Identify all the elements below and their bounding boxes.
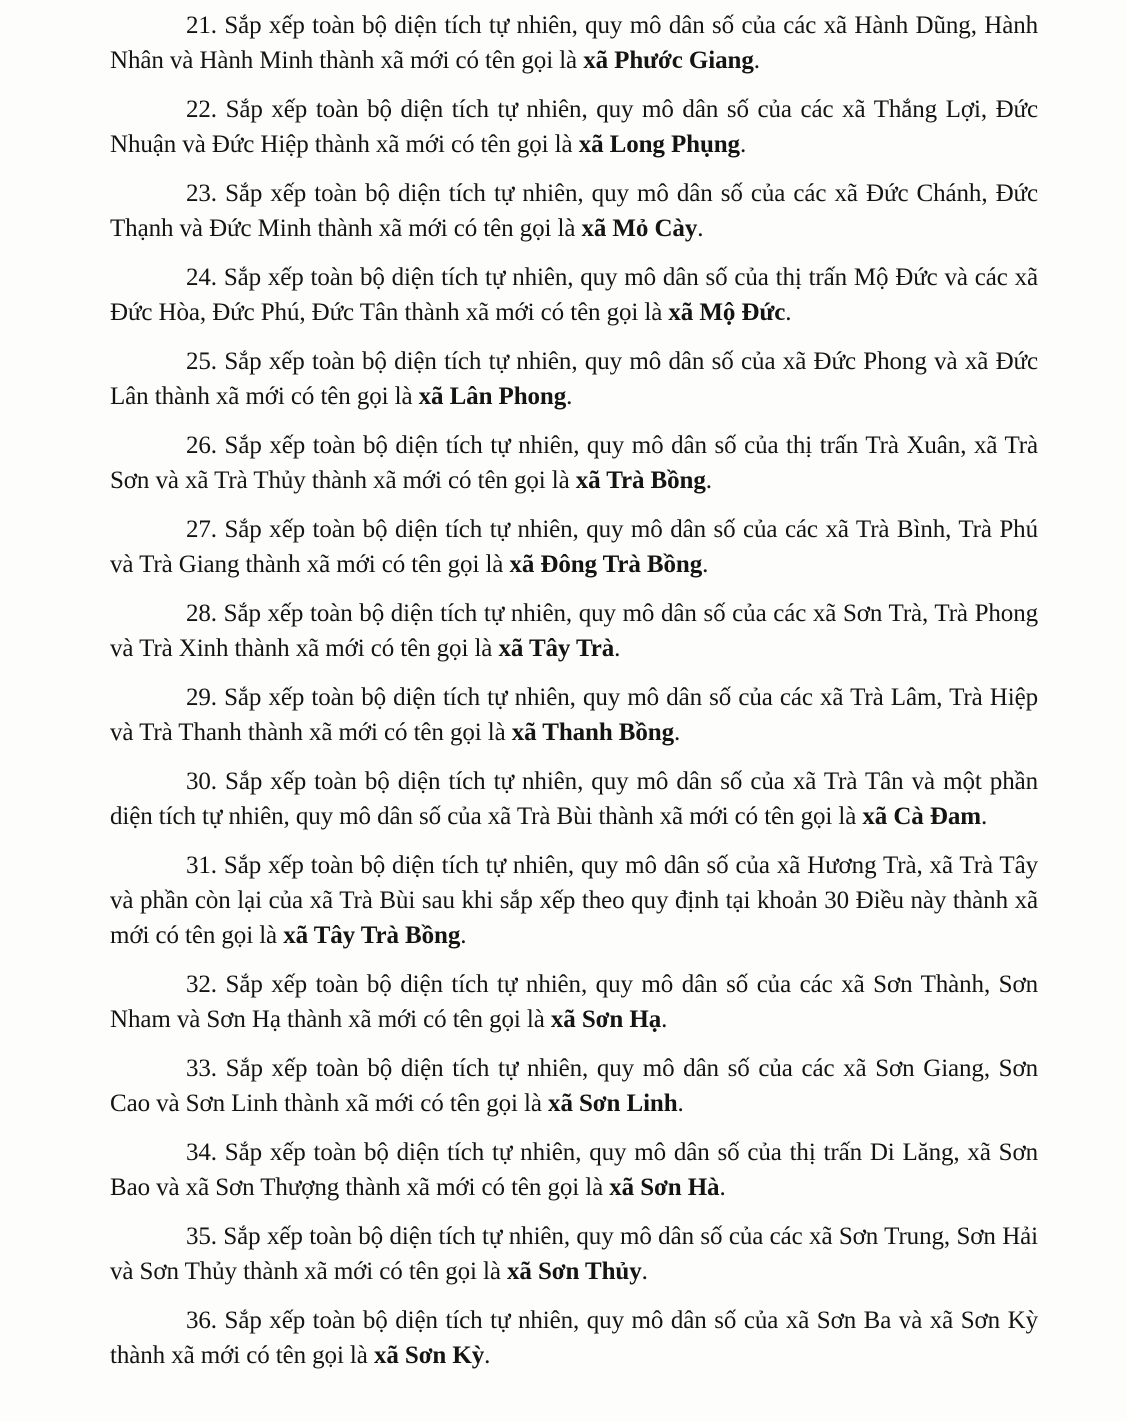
clause-text: Sắp xếp toàn bộ diện tích tự nhiên, quy mô dân số của các xã Sơn Trà, Trà Phong và Trà Xinh thành xã mới có tên gọi là [110,600,1039,662]
commune-name: xã Sơn Hà [609,1174,720,1201]
clause-number: 23. [186,180,217,207]
clause-number: 31. [186,852,217,879]
clause-text: Sắp xếp toàn bộ diện tích tự nhiên, quy mô dân số của thị trấn Di Lăng, xã Sơn Bao và xã Sơn Thượng thành xã mới có tên gọi là [110,1139,1038,1201]
clause-number: 33. [186,1055,217,1082]
clause-number: 29. [186,684,217,711]
clause-text: Sắp xếp toàn bộ diện tích tự nhiên, quy mô dân số của thị trấn Trà Xuân, xã Trà Sơn và xã Trà Thủy thành xã mới có tên gọi là [110,432,1038,494]
clause-text: Sắp xếp toàn bộ diện tích tự nhiên, quy mô dân số của các xã Hành Dũng, Hành Nhân và Hành Minh thành xã mới có tên gọi là [110,12,1038,74]
clause-28: 28. Sắp xếp toàn bộ diện tích tự nhiên, quy mô dân số của các xã Sơn Trà, Trà Phong và Trà Xinh thành xã mới có tên gọi là xã Tây Trà. [110,600,1039,662]
clause-25: 25. Sắp xếp toàn bộ diện tích tự nhiên, quy mô dân số của xã Đức Phong và xã Đức Lân thành xã mới có tên gọi là xã Lân Phong. [110,348,1038,410]
clause-number: 25. [186,348,217,375]
clause-number: 22. [186,96,217,123]
commune-name: xã Đông Trà Bồng [509,551,703,578]
clause-number: 27. [186,516,217,543]
commune-name: xã Sơn Kỳ [373,1342,485,1369]
clause-text: Sắp xếp toàn bộ diện tích tự nhiên, quy mô dân số của các xã Đức Chánh, Đức Thạnh và Đức Minh thành xã mới có tên gọi là [110,180,1038,242]
clause-22: 22. Sắp xếp toàn bộ diện tích tự nhiên, quy mô dân số của các xã Thắng Lợi, Đức Nhuận và Đức Hiệp thành xã mới có tên gọi là xã Long Phụng. [110,96,1038,158]
clause-30: 30. Sắp xếp toàn bộ diện tích tự nhiên, quy mô dân số của xã Trà Tân và một phần diện tích tự nhiên, quy mô dân số của xã Trà Bùi thành xã mới có tên gọi là xã Cà Đam. [110,768,1038,830]
clause-21: 21. Sắp xếp toàn bộ diện tích tự nhiên, quy mô dân số của các xã Hành Dũng, Hành Nhân và Hành Minh thành xã mới có tên gọi là xã Phước Giang. [110,12,1038,74]
clause-number: 34. [186,1139,217,1166]
clause-text: Sắp xếp toàn bộ diện tích tự nhiên, quy mô dân số của các xã Sơn Giang, Sơn Cao và Sơn Linh thành xã mới có tên gọi là [110,1055,1038,1117]
clause-text: Sắp xếp toàn bộ diện tích tự nhiên, quy mô dân số của các xã Sơn Thành, Sơn Nham và Sơn Hạ thành xã mới có tên gọi là [110,971,1038,1033]
clause-26: 26. Sắp xếp toàn bộ diện tích tự nhiên, quy mô dân số của thị trấn Trà Xuân, xã Trà Sơn và xã Trà Thủy thành xã mới có tên gọi là xã Trà Bồng. [110,432,1038,494]
clause-33: 33. Sắp xếp toàn bộ diện tích tự nhiên, quy mô dân số của các xã Sơn Giang, Sơn Cao và Sơn Linh thành xã mới có tên gọi là xã Sơn Linh. [110,1055,1038,1117]
clause-number: 32. [186,971,217,998]
clause-text: Sắp xếp toàn bộ diện tích tự nhiên, quy mô dân số của thị trấn Mộ Đức và các xã Đức Hòa, Đức Phú, Đức Tân thành xã mới có tên gọi là [110,264,1038,326]
clause-number: 30. [186,768,217,795]
commune-name: xã Tây Trà Bồng [283,922,461,949]
clause-number: 36. [186,1307,217,1334]
clause-text: Sắp xếp toàn bộ diện tích tự nhiên, quy mô dân số của xã Hương Trà, xã Trà Tây và phần còn lại của xã Trà Bùi sau khi sắp xếp theo quy định tại khoản 30 Điều này thành xã mới có tên gọi là [110,852,1038,949]
clause-text: Sắp xếp toàn bộ diện tích tự nhiên, quy mô dân số của các xã Trà Lâm, Trà Hiệp và Trà Thanh thành xã mới có tên gọi là [110,684,1038,746]
clause-31: 31. Sắp xếp toàn bộ diện tích tự nhiên, quy mô dân số của xã Hương Trà, xã Trà Tây và phần còn lại của xã Trà Bùi sau khi sắp xếp theo quy định tại khoản 30 Điều này thành xã mới có tên gọi là xã Tây Trà Bồng. [110,852,1038,949]
commune-name: xã Thanh Bồng [511,719,674,746]
clause-23: 23. Sắp xếp toàn bộ diện tích tự nhiên, quy mô dân số của các xã Đức Chánh, Đức Thạnh và Đức Minh thành xã mới có tên gọi là xã Mỏ Cày. [110,180,1038,242]
commune-name: xã Phước Giang [583,47,754,74]
clause-35: 35. Sắp xếp toàn bộ diện tích tự nhiên, quy mô dân số của các xã Sơn Trung, Sơn Hải và Sơn Thủy thành xã mới có tên gọi là xã Sơn Thủy. [110,1223,1038,1285]
clause-number: 28. [186,600,217,627]
commune-name: xã Mỏ Cày [581,215,698,242]
clause-text: Sắp xếp toàn bộ diện tích tự nhiên, quy mô dân số của các xã Trà Bình, Trà Phú và Trà Giang thành xã mới có tên gọi là [110,516,1038,578]
clause-24: 24. Sắp xếp toàn bộ diện tích tự nhiên, quy mô dân số của thị trấn Mộ Đức và các xã Đức Hòa, Đức Phú, Đức Tân thành xã mới có tên gọi là xã Mộ Đức. [110,264,1038,326]
commune-name: xã Mộ Đức [668,299,786,326]
commune-name: xã Cà Đam [862,803,981,830]
clause-text: Sắp xếp toàn bộ diện tích tự nhiên, quy mô dân số của xã Sơn Ba và xã Sơn Kỳ thành xã mới có tên gọi là [110,1307,1038,1369]
clause-number: 26. [186,432,217,459]
commune-name: xã Tây Trà [498,635,615,662]
clause-29: 29. Sắp xếp toàn bộ diện tích tự nhiên, quy mô dân số của các xã Trà Lâm, Trà Hiệp và Trà Thanh thành xã mới có tên gọi là xã Thanh Bồng. [110,684,1038,746]
clause-32: 32. Sắp xếp toàn bộ diện tích tự nhiên, quy mô dân số của các xã Sơn Thành, Sơn Nham và Sơn Hạ thành xã mới có tên gọi là xã Sơn Hạ. [110,971,1038,1033]
clause-number: 35. [186,1223,217,1250]
commune-name: xã Sơn Hạ [550,1006,662,1033]
clause-27: 27. Sắp xếp toàn bộ diện tích tự nhiên, quy mô dân số của các xã Trà Bình, Trà Phú và Trà Giang thành xã mới có tên gọi là xã Đông Trà Bồng. [110,516,1038,578]
commune-name: xã Sơn Thủy [507,1258,642,1285]
clause-list [110,8,1038,1387]
clause-number: 21. [186,12,217,39]
clause-text: Sắp xếp toàn bộ diện tích tự nhiên, quy mô dân số của các xã Sơn Trung, Sơn Hải và Sơn Thủy thành xã mới có tên gọi là [110,1223,1038,1285]
commune-name: xã Trà Bồng [575,467,706,494]
commune-name: xã Sơn Linh [548,1090,678,1117]
commune-name: xã Lân Phong [418,383,567,410]
clause-text: Sắp xếp toàn bộ diện tích tự nhiên, quy mô dân số của các xã Thắng Lợi, Đức Nhuận và Đức Hiệp thành xã mới có tên gọi là [110,96,1038,158]
clause-34: 34. Sắp xếp toàn bộ diện tích tự nhiên, quy mô dân số của thị trấn Di Lăng, xã Sơn Bao và xã Sơn Thượng thành xã mới có tên gọi là xã Sơn Hà. [110,1139,1038,1201]
clause-text: Sắp xếp toàn bộ diện tích tự nhiên, quy mô dân số của xã Trà Tân và một phần diện tích tự nhiên, quy mô dân số của xã Trà Bùi thành xã mới có tên gọi là [110,768,1038,830]
clause-text: Sắp xếp toàn bộ diện tích tự nhiên, quy mô dân số của xã Đức Phong và xã Đức Lân thành xã mới có tên gọi là [110,348,1038,410]
clause-number: 24. [186,264,217,291]
clause-36: 36. Sắp xếp toàn bộ diện tích tự nhiên, quy mô dân số của xã Sơn Ba và xã Sơn Kỳ thành xã mới có tên gọi là xã Sơn Kỳ. [110,1307,1038,1369]
commune-name: xã Long Phụng [578,131,740,158]
